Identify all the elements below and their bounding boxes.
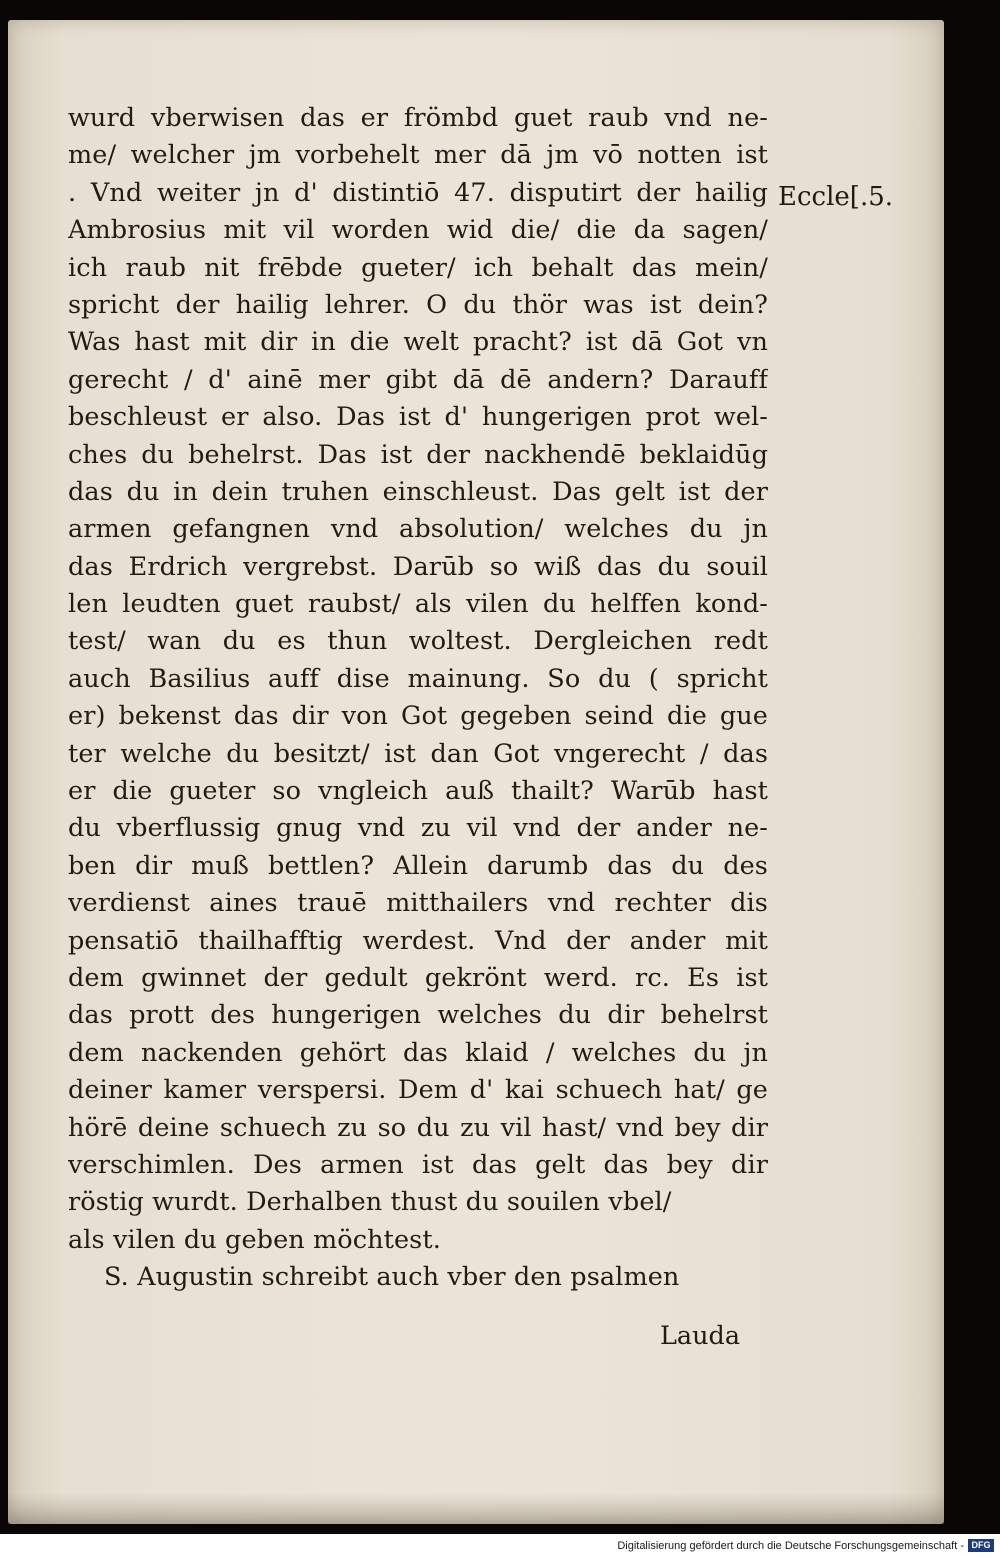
margin-note: Eccle[.5. <box>778 182 894 212</box>
text-line: me/ welcher jm vorbehelt mer dā jm vō notten ist <box>68 140 768 171</box>
text-line: pensatiō thailhafftig werdest. Vnd der ander mit <box>68 925 768 956</box>
text-line: Was hast mit dir in die welt pracht? ist dā Got vn <box>68 327 768 358</box>
text-line: deiner kamer verspersi. Dem d' kai schuech hat/ ge <box>68 1075 768 1106</box>
text-line: das prott des hungerigen welches du dir behelrst <box>68 1000 768 1031</box>
text-line: Ambrosius mit vil worden wid die/ die da sagen/ <box>68 215 768 246</box>
text-line: test/ wan du es thun woltest. Dergleichen redt <box>68 626 768 657</box>
text-line: du vberflussig gnug vnd zu vil vnd der ander ne- <box>68 813 768 844</box>
text-line: er die gueter so vngleich auß thailt? Warūb hast <box>68 776 768 807</box>
text-line: ben dir muß bettlen? Allein darumb das du des <box>68 850 768 881</box>
text-line: spricht der hailig lehrer. O du thör was ist dein? <box>68 289 768 320</box>
text-line: als vilen du geben möchtest. <box>68 1224 441 1255</box>
text-line: hörē deine schuech zu so du zu vil hast/ vnd bey dir <box>68 1112 768 1143</box>
footer-bar <box>0 1534 1000 1558</box>
text-line: . Vnd weiter jn d' distintiō 47. disputirt der hailig <box>68 177 768 208</box>
text-line: das Erdrich vergrebst. Darūb so wiß das du souil <box>68 551 768 582</box>
text-line: armen gefangnen vnd absolution/ welches du jn <box>68 514 768 545</box>
text-line: verdienst aines trauē mitthailers vnd rechter dis <box>68 888 768 919</box>
text-line: auch Basilius auff dise mainung. So du ( spricht <box>68 663 768 694</box>
text-line: dem gwinnet der gedult gekrönt werd. rc. Es ist <box>68 962 768 993</box>
text-line: len leudten guet raubst/ als vilen du helffen kond- <box>68 589 768 620</box>
catchword: Lauda <box>660 1321 741 1351</box>
text-line: das du in dein truhen einschleust. Das gelt ist der <box>68 476 768 507</box>
text-line: gerecht / d' ainē mer gibt dā dē andern? Darauff <box>68 364 768 395</box>
text-line: ches du behelrst. Das ist der nackhendē beklaidūg <box>68 439 768 470</box>
text-line: S. Augustin schreibt auch vber den psalmen <box>104 1262 680 1293</box>
text-line: ter welche du besitzt/ ist dan Got vngerecht / das <box>68 738 768 769</box>
body-text <box>68 100 768 1297</box>
text-line: verschimlen. Des armen ist das gelt das bey dir <box>68 1149 768 1180</box>
text-line: er) bekenst das dir von Got gegeben seind die gue <box>68 701 768 732</box>
funding-credit: Digitalisierung gefördert durch die Deutsche Forschungsgemeinschaft - <box>617 1540 964 1552</box>
dfg-logo: DFG <box>968 1539 994 1552</box>
text-line: röstig wurdt. Derhalben thust du souilen vbel/ <box>68 1187 672 1218</box>
text-line: ich raub nit frēbde gueter/ ich behalt das mein/ <box>68 252 768 283</box>
text-line: dem nackenden gehört das klaid / welches du jn <box>68 1037 768 1068</box>
text-line: beschleust er also. Das ist d' hungerigen prot wel- <box>68 402 768 433</box>
text-line: wurd vberwisen das er frömbd guet raub vnd ne- <box>68 103 768 133</box>
page-bottom-edge <box>8 1492 944 1524</box>
